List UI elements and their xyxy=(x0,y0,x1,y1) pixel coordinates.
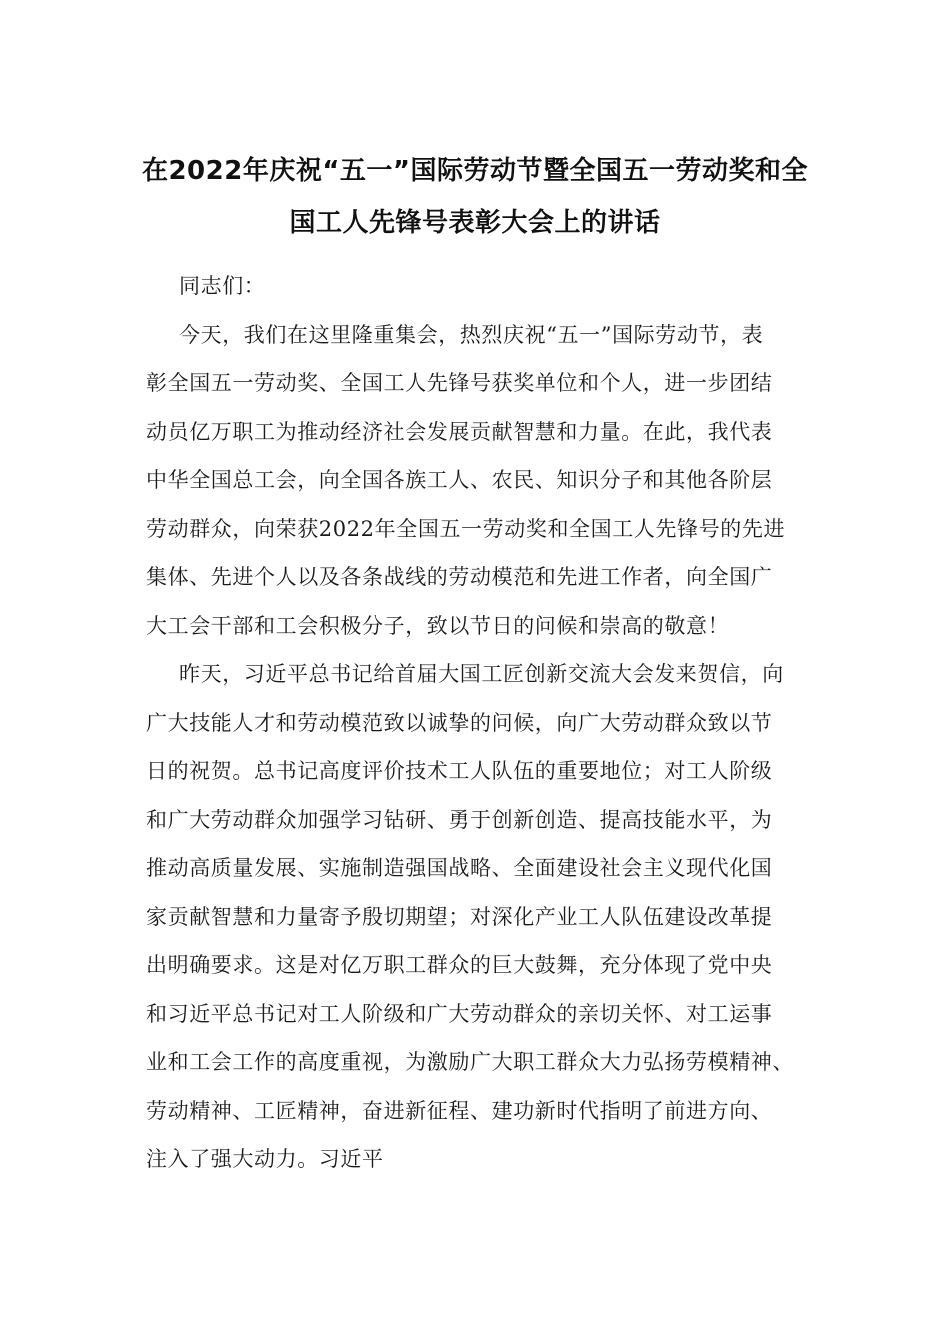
title-line: 国工人先锋号表彰大会上的讲话 xyxy=(289,208,661,238)
document-body xyxy=(146,262,812,1184)
paragraph-line: 动员亿万职工为推动经济社会发展贡献智慧和力量。在此，我代表 xyxy=(146,419,773,444)
paragraph-line: 劳动精神、工匠精神，奋进新征程、建功新时代指明了前进方向、 xyxy=(146,1098,773,1123)
greeting: 同志们： xyxy=(179,274,266,298)
paragraph-line: 广大技能人才和劳动模范致以诚挚的问候，向广大劳动群众致以节 xyxy=(146,710,773,735)
paragraph-line: 注入了强大动力。习近平 xyxy=(146,1147,384,1171)
paragraph-line: 推动高质量发展、实施制造强国战略、全面建设社会主义现代化国 xyxy=(146,856,773,880)
paragraph-1 xyxy=(146,311,812,651)
paragraph-line: 和习近平总书记对工人阶级和广大劳动群众的亲切关怀、对工运事 xyxy=(146,1001,773,1026)
paragraph-line: 日的祝贺。总书记高度评价技术工人队伍的重要地位；对工人阶级 xyxy=(146,759,773,783)
paragraph-line: 劳动群众，向荣获2022年全国五一劳动奖和全国工人先锋号的先进 xyxy=(146,516,786,541)
paragraph-line: 彰全国五一劳动奖、全国工人先锋号获奖单位和个人，进一步团结 xyxy=(146,371,773,395)
paragraph-line: 业和工会工作的高度重视，为激励广大职工群众大力弘扬劳模精神、 xyxy=(146,1050,794,1074)
paragraph-line: 大工会干部和工会积极分子，致以节日的问候和崇高的敬意！ xyxy=(146,613,730,638)
paragraph-line: 昨天，习近平总书记给首届大国工匠创新交流大会发来贺信，向 xyxy=(179,662,784,686)
paragraph-line: 出明确要求。这是对亿万职工群众的巨大鼓舞，充分体现了党中央 xyxy=(146,953,773,977)
paragraph-2 xyxy=(146,650,812,1184)
paragraph-line: 和广大劳动群众加强学习钻研、勇于创新创造、提高技能水平，为 xyxy=(146,807,773,832)
title-line: 在2022年庆祝“五一”国际劳动节暨全国五一劳动奖和全 xyxy=(141,156,809,186)
paragraph-line: 集体、先进个人以及各条战线的劳动模范和先进工作者，向全国广 xyxy=(146,565,773,589)
paragraph-line: 家贡献智慧和力量寄予殷切期望；对深化产业工人队伍建设改革提 xyxy=(146,904,773,929)
paragraph-line: 中华全国总工会，向全国各族工人、农民、知识分子和其他各阶层 xyxy=(146,468,773,492)
paragraph-line: 今天，我们在这里隆重集会，热烈庆祝“五一”国际劳动节，表 xyxy=(179,322,764,347)
document-title xyxy=(120,145,830,249)
